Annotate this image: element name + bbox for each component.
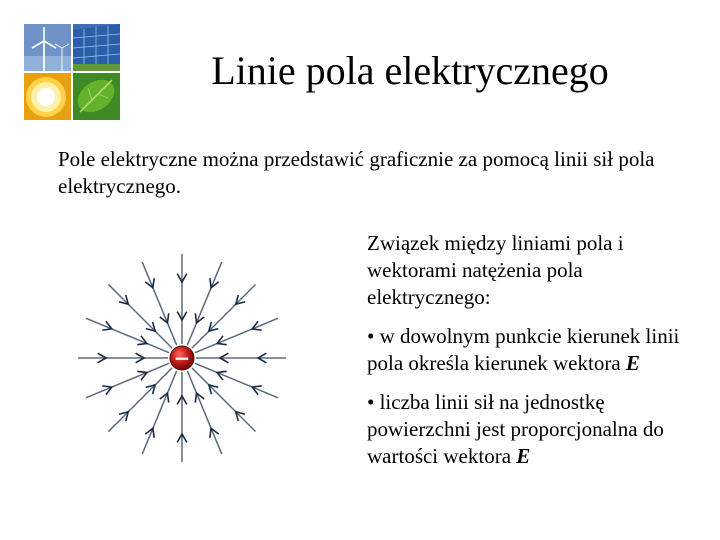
relation-heading: Związek między liniami pola i wektorami natężenia pola elektrycznego: [367, 231, 624, 309]
field-line [86, 318, 169, 352]
field-line [195, 363, 278, 397]
field-line [192, 284, 256, 348]
field-line [108, 284, 172, 348]
vector-e-symbol: E [625, 351, 640, 375]
leaf-icon [72, 73, 120, 120]
charge-sign: − [173, 346, 191, 370]
solar-panel-icon [73, 24, 120, 71]
intro-text: Pole elektryczne można przedstawić graficznie za pomocą linii sił pola elektrycznego. [58, 147, 655, 198]
bullet-direction-text: • w dowolnym punkcie kierunek linii pola określa kierunek wektora [367, 324, 680, 375]
sun-icon [24, 73, 71, 120]
field-line [142, 262, 176, 345]
bullet-density-text: • liczba linii sił na jednostkę powierzchni jest proporcjonalna do wartości wektora [367, 390, 664, 468]
field-line [195, 318, 278, 352]
slide-title: Linie pola elektrycznego [211, 48, 609, 93]
vector-e-symbol: E [516, 444, 531, 468]
energy-logo [24, 24, 120, 120]
wind-turbine-icon [24, 24, 71, 71]
field-line [187, 262, 221, 345]
explanation-block [367, 230, 697, 482]
field-line [142, 371, 176, 454]
bullet-density [367, 389, 697, 470]
field-line [187, 371, 221, 454]
field-line [192, 368, 256, 432]
field-line [108, 368, 172, 432]
field-lines-diagram [72, 252, 292, 464]
bullet-direction [367, 323, 697, 377]
field-line [86, 363, 169, 397]
